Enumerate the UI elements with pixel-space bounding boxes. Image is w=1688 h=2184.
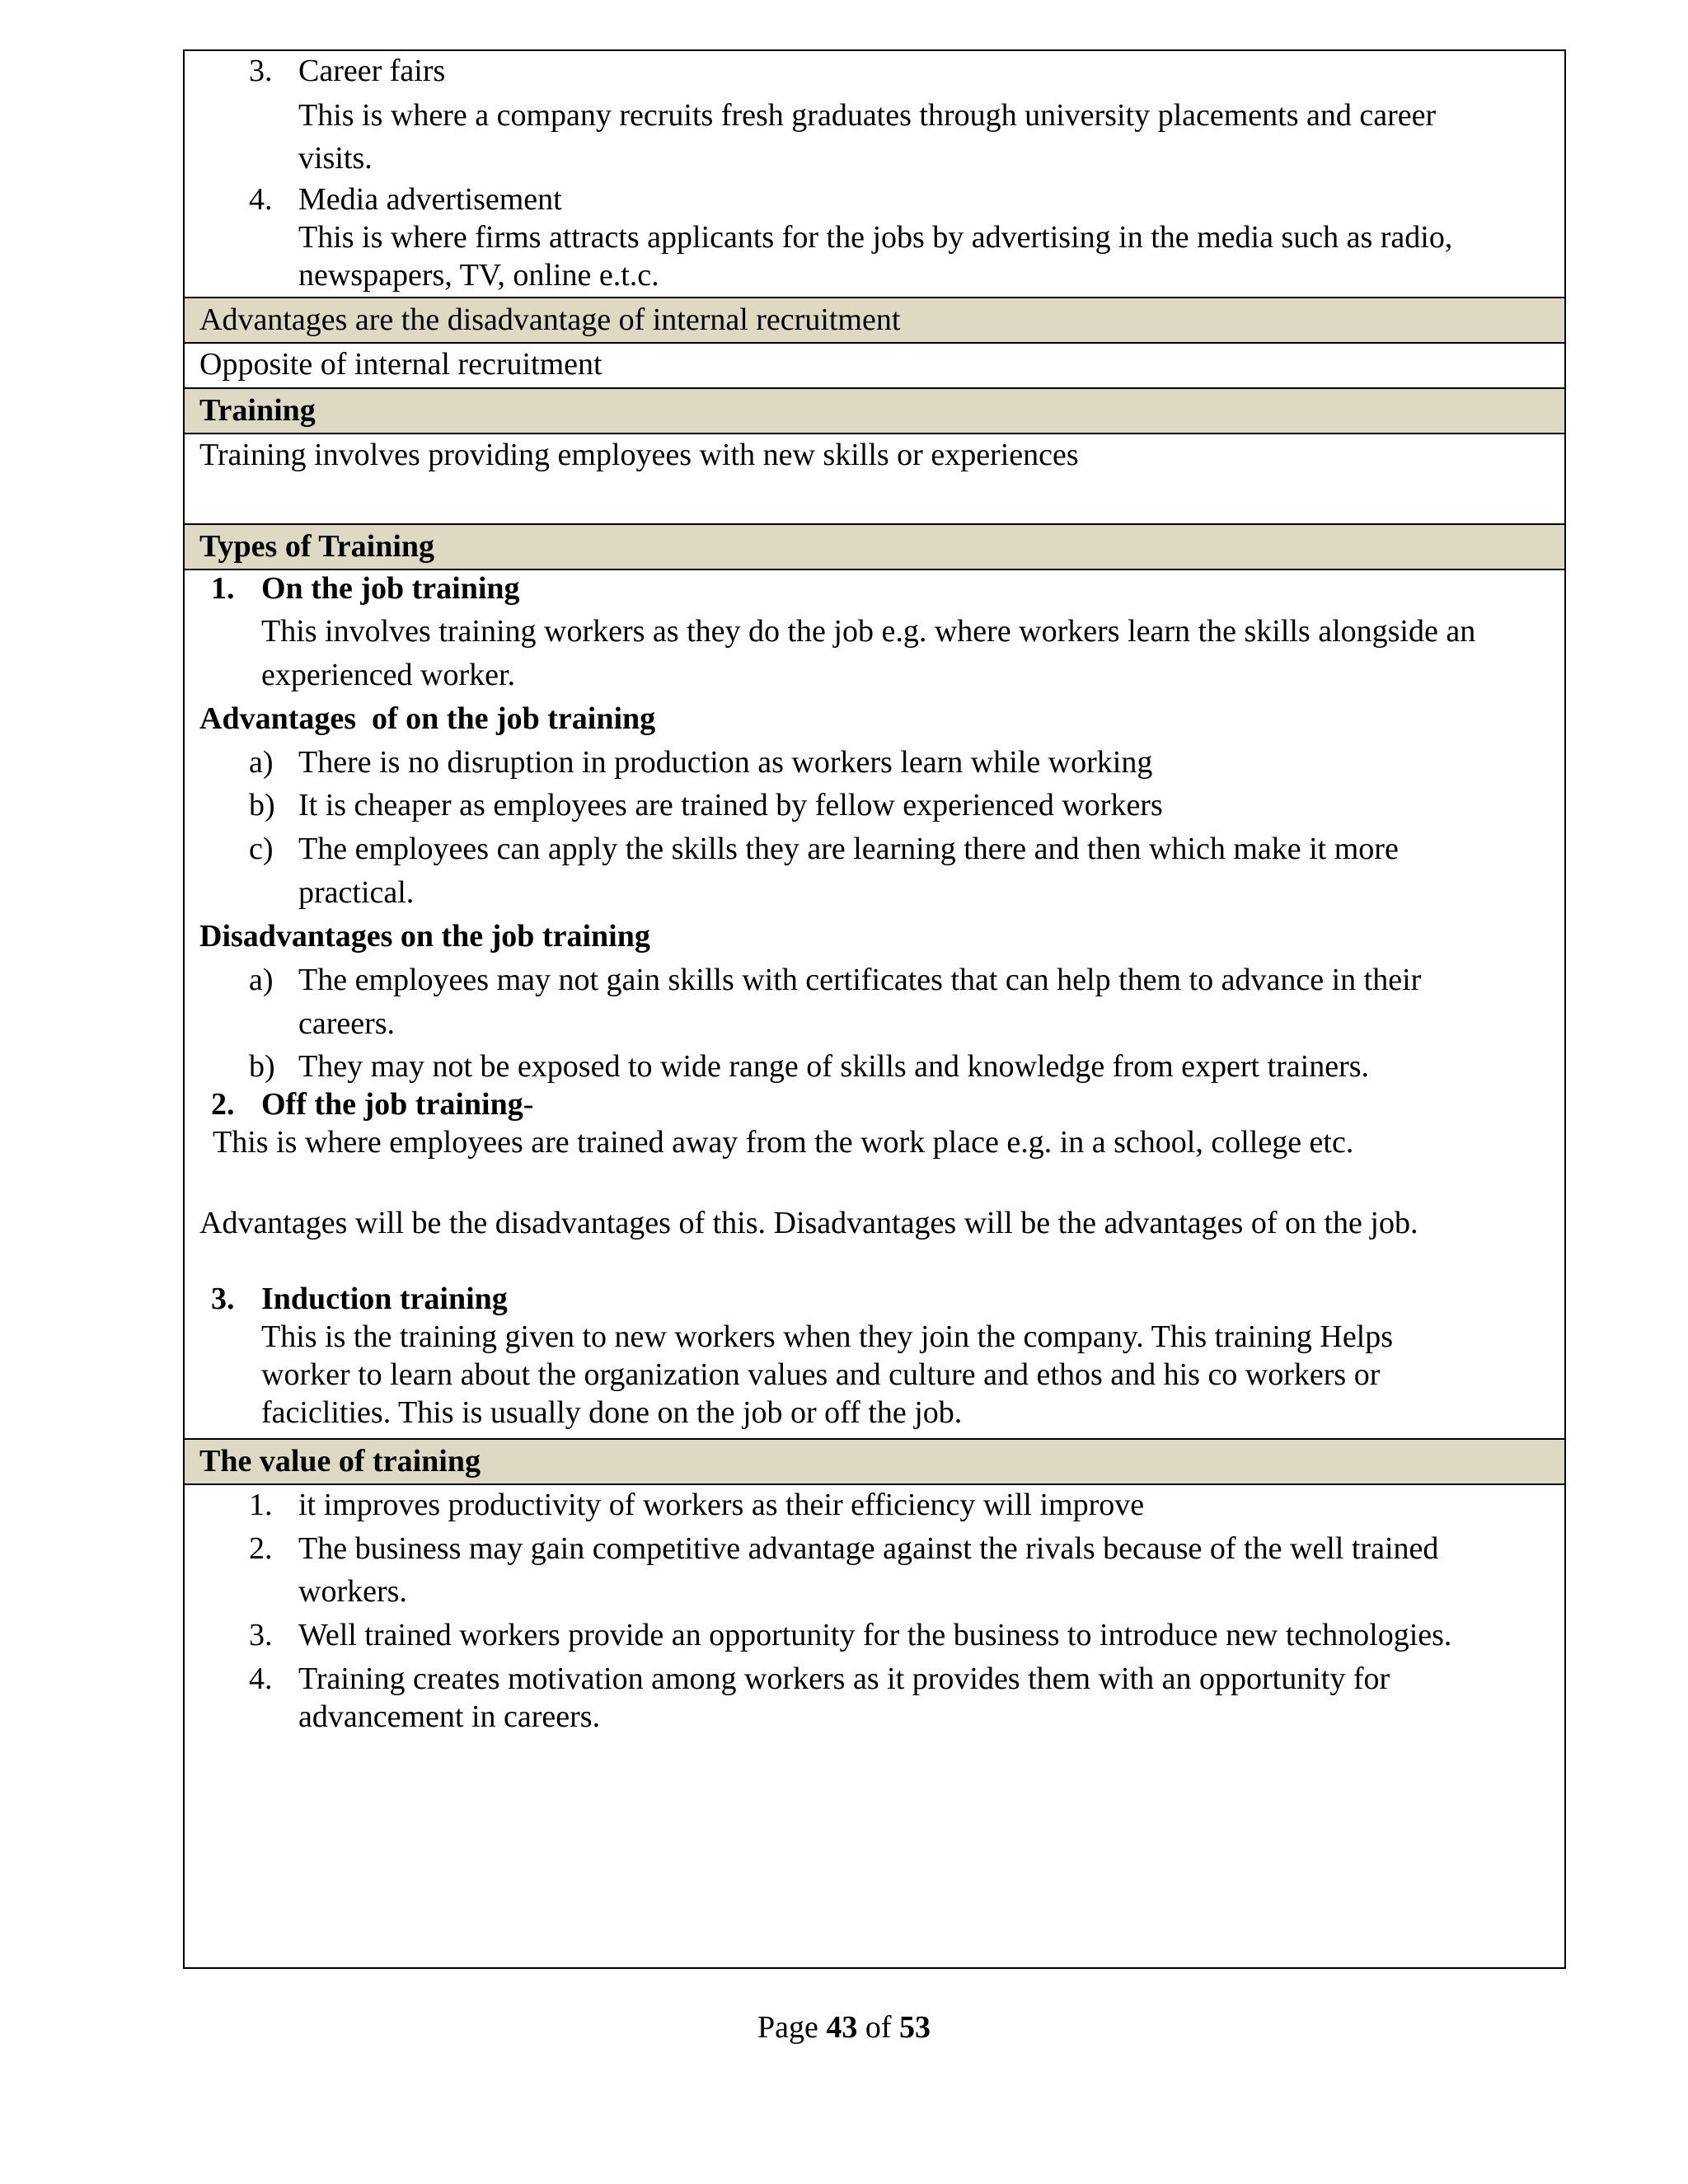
list-item-text: practical. — [298, 875, 415, 910]
list-item-text: visits. — [298, 141, 373, 176]
list-item-text: It is cheaper as employees are trained by fellow experienced workers — [298, 788, 1163, 823]
training-types-cell — [185, 570, 1564, 1489]
list-item-text: newspapers, TV, online e.t.c. — [298, 258, 659, 293]
page-of-label: of — [865, 2010, 892, 2045]
page-label: Page — [757, 2010, 818, 2045]
document-table — [183, 49, 1566, 1969]
page-footer — [0, 2009, 1688, 2046]
list-item-text: experienced worker. — [261, 658, 516, 692]
section-heading-row — [185, 523, 1564, 570]
list-item-title-row — [261, 1086, 533, 1122]
list-label: a) — [249, 963, 274, 997]
list-label: b) — [249, 788, 275, 823]
body-text: Opposite of internal recruitment — [199, 347, 603, 382]
list-item-text: This is where a company recruits fresh graduates through university placements and career — [298, 98, 1437, 133]
list-item-text: This involves training workers as they do the job e.g. where workers learn the skills alongside an — [261, 614, 1476, 649]
section-body-cell — [185, 434, 1564, 523]
list-item-text: Well trained workers provide an opportunity for the business to introduce new technologies. — [298, 1618, 1452, 1652]
body-text: Advantages will be the disadvantages of this. Disadvantages will be the advantages of on the job. — [199, 1206, 1418, 1240]
list-item-title: Induction training — [261, 1282, 508, 1316]
list-number: 2. — [249, 1531, 273, 1566]
list-item-text: This is the training given to new workers when they join the company. This training Helps — [261, 1319, 1394, 1354]
list-item-text: This is where firms attracts applicants for the jobs by advertising in the media such as radio, — [298, 220, 1453, 255]
list-item-text: The business may gain competitive advantage against the rivals because of the well trained — [298, 1531, 1439, 1566]
section-heading-row — [185, 297, 1564, 344]
list-item-title: Career fairs — [298, 54, 446, 88]
list-item-title: Media advertisement — [298, 182, 562, 217]
section-heading: Advantages are the disadvantage of internal recruitment — [199, 302, 901, 337]
list-item-text: workers. — [298, 1574, 407, 1609]
section-body-cell — [185, 344, 1564, 387]
list-item-text: careers. — [298, 1006, 396, 1041]
list-item-text: The employees can apply the skills they are learning there and then which make it more — [298, 832, 1399, 866]
section-heading: The value of training — [199, 1444, 481, 1479]
total-page-count: 53 — [899, 2010, 931, 2045]
list-item-title: On the job training — [261, 571, 520, 606]
value-of-training-cell — [185, 1485, 1564, 1967]
current-page-number: 43 — [826, 2010, 858, 2045]
recruitment-methods-cell — [185, 51, 1564, 298]
list-number: 4. — [249, 1661, 273, 1696]
list-label: b) — [249, 1049, 275, 1084]
subheading: Disadvantages on the job training — [199, 919, 650, 954]
list-label: c) — [249, 832, 274, 866]
list-item-title: Off the job training — [261, 1087, 523, 1122]
list-number: 2. — [211, 1087, 235, 1122]
list-item-text: They may not be exposed to wide range of skills and knowledge from expert trainers. — [298, 1049, 1370, 1084]
section-heading: Types of Training — [199, 529, 435, 564]
list-item-text: This is where employees are trained away from the work place e.g. in a school, college etc. — [213, 1125, 1354, 1160]
list-number: 3. — [211, 1282, 235, 1316]
list-number: 4. — [249, 182, 273, 217]
section-heading-row — [185, 387, 1564, 434]
list-label: a) — [249, 745, 274, 780]
list-number: 1. — [249, 1488, 273, 1522]
list-number: 1. — [211, 571, 235, 606]
list-item-text: advancement in careers. — [298, 1699, 601, 1734]
list-item-text: worker to learn about the organization values and culture and ethos and his co workers or — [261, 1357, 1381, 1392]
list-item-text: There is no disruption in production as workers learn while working — [298, 745, 1153, 780]
list-number: 3. — [249, 54, 273, 88]
body-text: Training involves providing employees with new skills or experiences — [199, 438, 1079, 472]
list-item-text: Training creates motivation among workers as it provides them with an opportunity for — [298, 1661, 1390, 1696]
list-item-text: The employees may not gain skills with certificates that can help them to advance in their — [298, 963, 1422, 997]
list-item-text: faciclities. This is usually done on the job or off the job. — [261, 1395, 963, 1430]
list-number: 3. — [249, 1618, 273, 1652]
list-item-text: it improves productivity of workers as their efficiency will improve — [298, 1488, 1145, 1522]
title-suffix: - — [523, 1087, 534, 1122]
subheading: Advantages of on the job training — [199, 701, 656, 736]
section-heading: Training — [199, 393, 316, 428]
section-heading-row — [185, 1438, 1564, 1485]
